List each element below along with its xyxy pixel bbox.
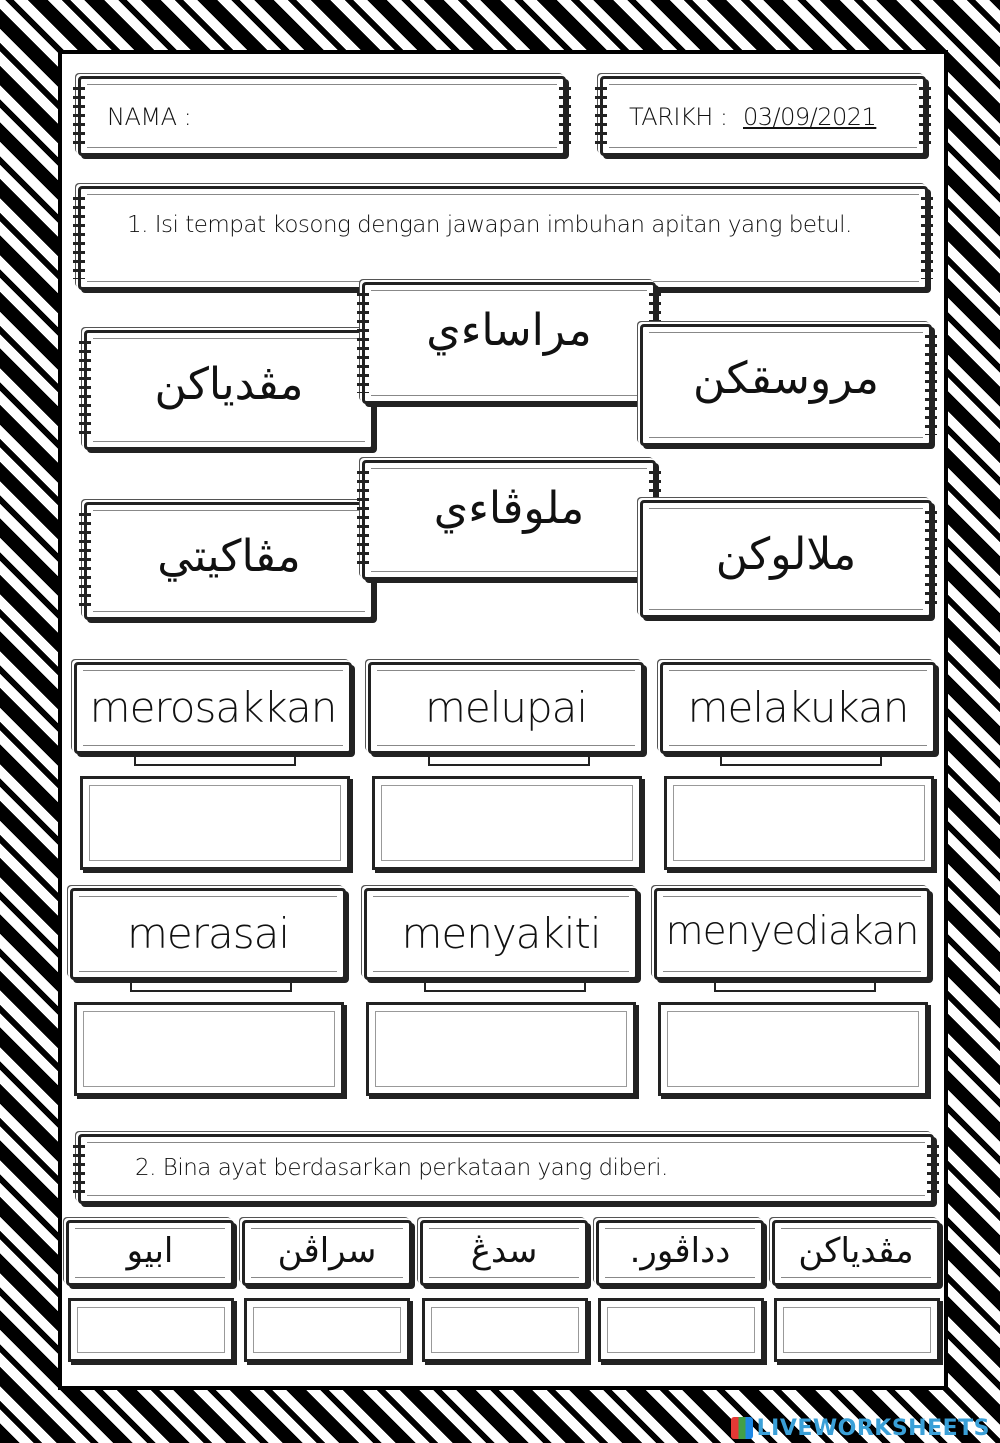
jawi-word-plank [84,330,374,450]
sentence-input[interactable] [244,1298,410,1362]
jawi-word: مڤاكيتي [157,531,301,582]
instruction-2-text: 2. Bina ayat berdasarkan perkataan yang diberi. [135,1155,668,1181]
date-label: TARIKH : [629,103,728,131]
rumi-word: menyediakan [665,909,919,954]
sentence-word: مڤدياكن [798,1231,914,1271]
answer-input[interactable] [74,1002,344,1096]
jawi-word: مڤدياكن [154,359,304,410]
sentence-word: دداڤور. [629,1231,731,1271]
jawi-word-plank [362,282,656,404]
plank-connector [424,982,586,992]
date-value: 03/09/2021 [743,103,877,131]
liveworksheets-watermark [731,1416,990,1441]
sentence-word: سراڤن [277,1231,377,1271]
answer-input[interactable] [664,776,934,870]
rumi-word-plank [74,662,352,754]
jawi-word: مراساءي [426,305,592,356]
plank-connector [130,982,292,992]
sentence-word-plank [66,1220,234,1286]
answer-input[interactable] [80,776,350,870]
jawi-word-plank [640,500,932,618]
instruction-1-plank [78,186,928,290]
instruction-1-text: 1. Isi tempat kosong dengan jawapan imbuhan apitan yang betul. [127,212,852,238]
rumi-word: merosakkan [89,683,337,732]
jawi-word-plank [640,324,932,446]
jawi-word-plank [362,460,656,580]
sentence-word: سدڠ [470,1231,538,1271]
rumi-word-plank [364,888,638,980]
plank-connector [714,982,876,992]
sentence-input[interactable] [598,1298,764,1362]
rumi-word-plank [660,662,936,754]
plank-connector [428,756,590,766]
rumi-word-plank [654,888,930,980]
sentence-input[interactable] [68,1298,234,1362]
name-plank [78,76,566,156]
rumi-word: melakukan [687,683,909,732]
sentence-word-plank [772,1220,940,1286]
name-label: NAMA : [107,103,192,131]
sentence-word-plank [596,1220,764,1286]
jawi-word: ملالوكن [715,529,857,580]
sentence-word-plank [420,1220,588,1286]
sentence-input[interactable] [422,1298,588,1362]
sentence-word: ابيو [126,1231,174,1271]
rumi-word-plank [70,888,346,980]
plank-connector [720,756,882,766]
plank-connector [134,756,296,766]
answer-input[interactable] [658,1002,928,1096]
instruction-2-plank [78,1134,934,1204]
rumi-word: menyakiti [401,909,601,958]
jawi-word: مروسقكن [692,353,879,404]
watermark-text: LIVEWORKSHEETS [756,1416,990,1441]
answer-input[interactable] [372,776,642,870]
rumi-word: melupai [424,683,588,732]
answer-input[interactable] [366,1002,636,1096]
jawi-word-plank [84,502,374,620]
date-plank [600,76,926,156]
sentence-input[interactable] [774,1298,940,1362]
rumi-word-plank [368,662,644,754]
rumi-word: merasai [126,909,290,958]
jawi-word: ملوڤاءي [433,483,585,534]
liveworksheets-logo-icon [731,1417,753,1439]
sentence-word-plank [242,1220,412,1286]
